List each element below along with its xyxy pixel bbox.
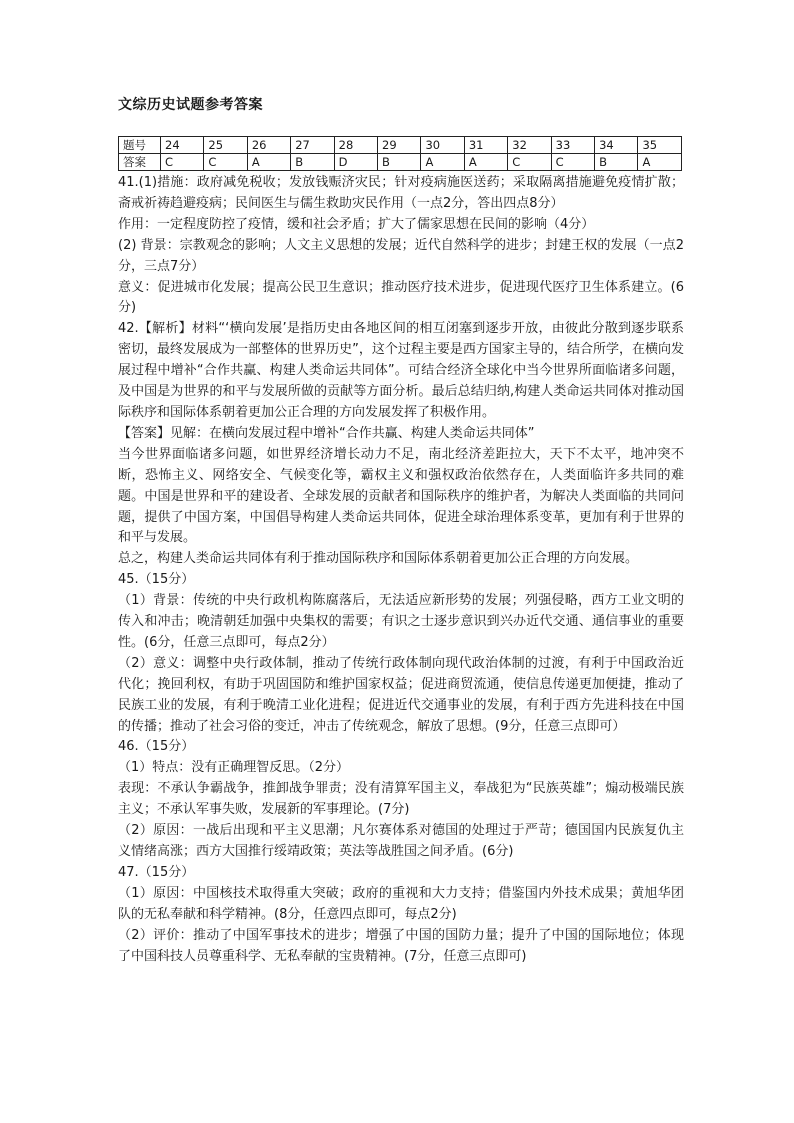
- answer-paragraph: 【答案】见解：在横向发展过程中增补“合作共赢、构建人类命运共同体”: [118, 425, 535, 441]
- question-number-cell: 27: [291, 137, 334, 154]
- question-number-cell: 32: [508, 137, 551, 154]
- table-row-question-numbers: [119, 137, 682, 154]
- question-number-cell: 30: [421, 137, 464, 154]
- answer-paragraph: （1）原因：中国核技术取得重大突破；政府的重视和大力支持；借鉴国内外技术成果；黄旭华团队的无私奉献和科学精神。(8分，任意四点即可，每点2分): [118, 885, 684, 922]
- question-number-cell: 28: [334, 137, 377, 154]
- answer-cell: C: [161, 154, 204, 171]
- question-number-cell: 35: [638, 137, 682, 154]
- answer-paragraph: 46.（15分）: [118, 739, 195, 755]
- question-number-cell: 24: [161, 137, 204, 154]
- answer-cell: A: [247, 154, 290, 171]
- answer-paragraph: 总之，构建人类命运共同体有利于推动国际秩序和国际体系朝着更加公正合理的方向发展。: [118, 551, 639, 567]
- answer-body: [118, 173, 684, 967]
- answer-document: [118, 94, 684, 967]
- question-number-cell: 29: [378, 137, 421, 154]
- answer-paragraph: （1）特点：没有正确理智反思。（2分）: [118, 760, 350, 776]
- question-number-cell: 26: [247, 137, 290, 154]
- answer-paragraph: 47.（15分）: [118, 864, 195, 880]
- answer-paragraph: （2）评价：推动了中国军事技术的进步；增强了中国的国防力量；提升了中国的国际地位；体现了中国科技人员尊重科学、无私奉献的宝贵精神。(7分，任意三点即可): [118, 927, 684, 964]
- answer-paragraph: (2) 背景：宗教观念的影响；人文主义思想的发展；近代自然科学的进步；封建王权的发展（一点2分，三点7分）: [118, 237, 684, 274]
- answer-paragraph: 表现：不承认争霸战争，推卸战争罪责；没有清算军国主义，奉战犯为“民族英雄”；煽动极端民族主义；不承认军事失败，发展新的军事理论。(7分): [118, 781, 684, 818]
- table-answer-label: 答案: [119, 154, 161, 171]
- answer-paragraph: 意义：促进城市化发展；提高公民卫生意识；推动医疗技术进步，促进现代医疗卫生体系建立。(6分): [118, 279, 684, 316]
- answer-cell: D: [334, 154, 377, 171]
- answer-paragraph: （2）意义：调整中央行政体制，推动了传统行政体制向现代政治体制的过渡，有利于中国政治近代化；挽回利权，有助于巩固国防和维护国家权益；促进商贸流通，使信息传递更加便捷，推动了民族工业的发展，有利于晚清工业化进程；促进近代交通事业的发展，有利于西方先进科技在中国的传播；推动了社会习俗的变迁，冲击了传统观念，解放了思想。(9分，任意三点即可）: [118, 655, 684, 734]
- table-header-label: 题号: [119, 137, 161, 154]
- question-number-cell: 25: [204, 137, 247, 154]
- answer-paragraph: 当今世界面临诸多问题，如世界经济增长动力不足，南北经济差距拉大，天下不太平，地冲突不断，恐怖主义、网络安全、气候变化等，霸权主义和强权政治依然存在，人类面临许多共同的难题。中国是世界和平的建设者、全球发展的贡献者和国际秩序的维护者，为解决人类面临的共同问题，提供了中国方案，中国倡导构建人类命运共同体，促进全球治理体系变革，更加有利于世界的和平与发展。: [118, 446, 684, 546]
- table-row-answers: [119, 154, 682, 171]
- answer-paragraph: （1）背景：传统的中央行政机构陈腐落后，无法适应新形势的发展；列强侵略，西方工业文明的传入和冲击；晚清朝廷加强中央集权的需要；有识之士逐步意识到兴办近代交通、通信事业的重要性。(6分，任意三点即可，每点2分）: [118, 593, 684, 650]
- answer-cell: B: [291, 154, 334, 171]
- answer-cell: A: [464, 154, 507, 171]
- answer-cell: A: [638, 154, 682, 171]
- answer-paragraph: 41.(1)措施：政府减免税收；发放钱赈济灾民；针对疫病施医送药；采取隔离措施避免疫情扩散；斋戒祈祷趋避疫病；民间医生与儒生救助灾民作用（一点2分，答出四点8分）: [118, 175, 684, 211]
- question-number-cell: 31: [464, 137, 507, 154]
- answer-cell: C: [508, 154, 551, 171]
- question-number-cell: 33: [551, 137, 594, 154]
- answer-cell: B: [595, 154, 638, 171]
- answer-cell: C: [204, 154, 247, 171]
- answer-cell: C: [551, 154, 594, 171]
- question-number-cell: 34: [595, 137, 638, 154]
- answer-paragraph: 42.【解析】材料“‘横向发展’是指历史由各地区间的相互闭塞到逐步开放，由彼此分散到逐步联系密切，最终发展成为一部整体的世界历史”，这个过程主要是西方国家主导的，结合所学，在横向发展过程中增补“合作共赢、构建人类命运共同体”。可结合经济全球化中当今世界所面临诸多问题，及中国是为世界的和平与发展所做的贡献等方面分析。最后总结归纳,构建人类命运共同体对推动国际秩序和国际体系朝着更加公正合理的方向发展发挥了积极作用。: [118, 321, 684, 420]
- page-title: 文综历史试题参考答案: [118, 97, 263, 113]
- answer-paragraph: 作用：一定程度防控了疫情，缓和社会矛盾；扩大了儒家思想在民间的影响（4分）: [118, 216, 595, 232]
- answer-cell: A: [421, 154, 464, 171]
- answer-paragraph: （2）原因：一战后出现和平主义思潮；凡尔赛体系对德国的处理过于严苛；德国国内民族复仇主义情绪高涨；西方大国推行绥靖政策；英法等战胜国之间矛盾。(6分): [118, 823, 684, 859]
- answer-paragraph: 45.（15分）: [118, 572, 195, 588]
- answer-table: [118, 136, 682, 171]
- answer-cell: B: [378, 154, 421, 171]
